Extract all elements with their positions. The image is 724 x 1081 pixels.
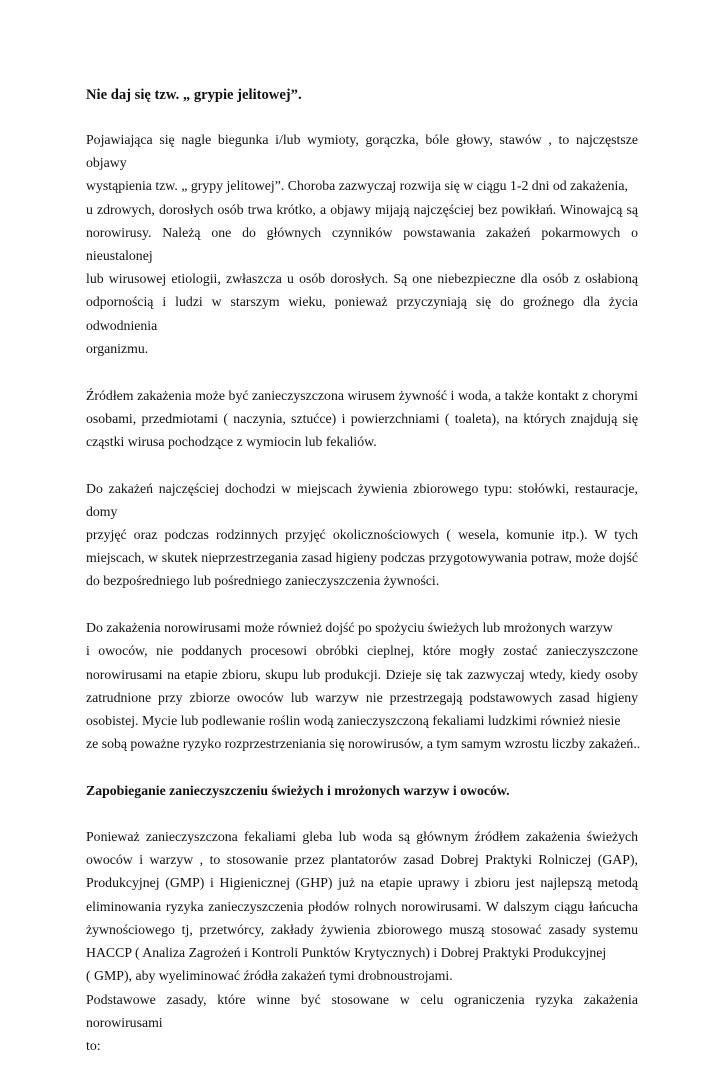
paragraph-line: i owoców, nie poddanych procesowi obróbki cieplnej, które mogły zostać zanieczyszczone — [86, 643, 638, 659]
paragraph-line: Pojawiająca się nagle biegunka i/lub wymioty, gorączka, bóle głowy, stawów , to najczęstsze objawy — [86, 132, 638, 171]
paragraph-line: Produkcyjnej (GMP) i Higienicznej (GHP) już na etapie uprawy i zbioru jest najlepszą metodą — [86, 875, 638, 891]
paragraph-line: norowirusami na etapie zbioru, skupu lub produkcji. Dzieje się tak zazwyczaj wtedy, kiedy osoby — [86, 666, 638, 682]
paragraph-line: Źródłem zakażenia może być zanieczyszczona wirusem żywność i woda, a także kontakt z chorymi — [86, 387, 638, 403]
paragraph-line: Podstawowe zasady, które winne być stosowane w celu ograniczenia ryzyka zakażenia norowirusami — [86, 991, 638, 1030]
body-paragraphs — [86, 128, 641, 755]
paragraph-2 — [86, 384, 638, 454]
paragraph-line: owoców i warzyw , to stosowanie przez plantatorów zasad Dobrej Praktyki Rolniczej (GAP), — [86, 852, 638, 868]
paragraph-line: HACCP ( Analiza Zagrożeń i Kontroli Punktów Krytycznych) i Dobrej Praktyki Produkcyjnej — [86, 945, 607, 961]
paragraph-line: osobami, przedmiotami ( naczynia, sztućce) i powierzchniami ( toaleta), na których znajdują się — [86, 410, 638, 426]
paragraph-line: przyjęć oraz podczas rodzinnych przyjęć okolicznościowych ( wesela, komunie itp.). W tych — [86, 527, 638, 543]
paragraph-line: do bezpośredniego lub pośredniego zanieczyszczenia żywności. — [86, 573, 440, 589]
paragraph-3 — [86, 477, 638, 593]
paragraph-line: norowirusy. Należą one do głównych czynników powstawania zakażeń pokarmowych o nieustalonej — [86, 224, 638, 264]
paragraph-line: ze sobą poważne ryzyko rozprzestrzeniania się norowirusów, a tym samym wzrostu liczby zakażeń.. — [86, 736, 641, 752]
paragraph-line: Do zakażenia norowirusami może również dojść po spożyciu świeżych lub mrożonych warzyw — [86, 620, 613, 636]
paragraph-line: Ponieważ zanieczyszczona fekaliami gleba lub woda są głównym źródłem zakażenia świeżych — [86, 829, 638, 845]
paragraph-line: odpornością i ludzi w starszym wieku, ponieważ przyczyniają się do groźnego dla życia odwodnienia — [86, 294, 638, 333]
paragraph-line: u zdrowych, dorosłych osób trwa krótko, a objawy mijają najczęściej bez powikłań. Winowajcą są — [86, 201, 638, 217]
paragraph-line: cząstki wirusa pochodzące z wymiocin lub fekaliów. — [86, 433, 377, 449]
document-content — [86, 84, 641, 1081]
document-title: Nie daj się tzw. „ grypie jelitowej”. — [86, 87, 302, 103]
paragraph-line: osobistej. Mycie lub podlewanie roślin wodą zanieczyszczoną fekaliami ludzkimi również niesie — [86, 712, 621, 728]
paragraph-line: miejscach, w skutek nieprzestrzegania zasad higieny podczas przygotowywania potraw, może dojść — [86, 550, 638, 566]
section-paragraph — [86, 825, 638, 1057]
paragraph-line: wystąpienia tzw. „ grypy jelitowej”. Choroba zazwyczaj rozwija się w ciągu 1-2 dni od zakażenia, — [86, 178, 628, 194]
paragraph-1 — [86, 128, 638, 360]
paragraph-line: Do zakażeń najczęściej dochodzi w miejscach żywienia zbiorowego typu: stołówki, restauracje, domy — [86, 480, 638, 519]
paragraph-line: to: — [86, 1037, 101, 1053]
section-heading: Zapobieganie zanieczyszczeniu świeżych i mrożonych warzyw i owoców. — [86, 782, 510, 798]
paragraph-line: organizmu. — [86, 340, 149, 356]
paragraph-line: zatrudnione przy zbiorze owoców lub warzyw nie przestrzegają podstawowych zasad higieny — [86, 689, 638, 705]
paragraph-line: eliminowania ryzyka zanieczyszczenia płodów rolnych norowirusami. W dalszym ciągu łańcucha — [86, 898, 638, 914]
paragraph-line: ( GMP), aby wyeliminować źródła zakażeń tymi drobnoustrojami. — [86, 968, 453, 984]
paragraph-line: lub wirusowej etiologii, zwłaszcza u osób dorosłych. Są one niebezpieczne dla osób z osłabioną — [86, 271, 638, 287]
paragraph-line: żywnościowego tj, przetwórcy, zakłady żywienia zbiorowego muszą stosować zasady systemu — [86, 921, 638, 937]
paragraph-4 — [86, 616, 641, 755]
